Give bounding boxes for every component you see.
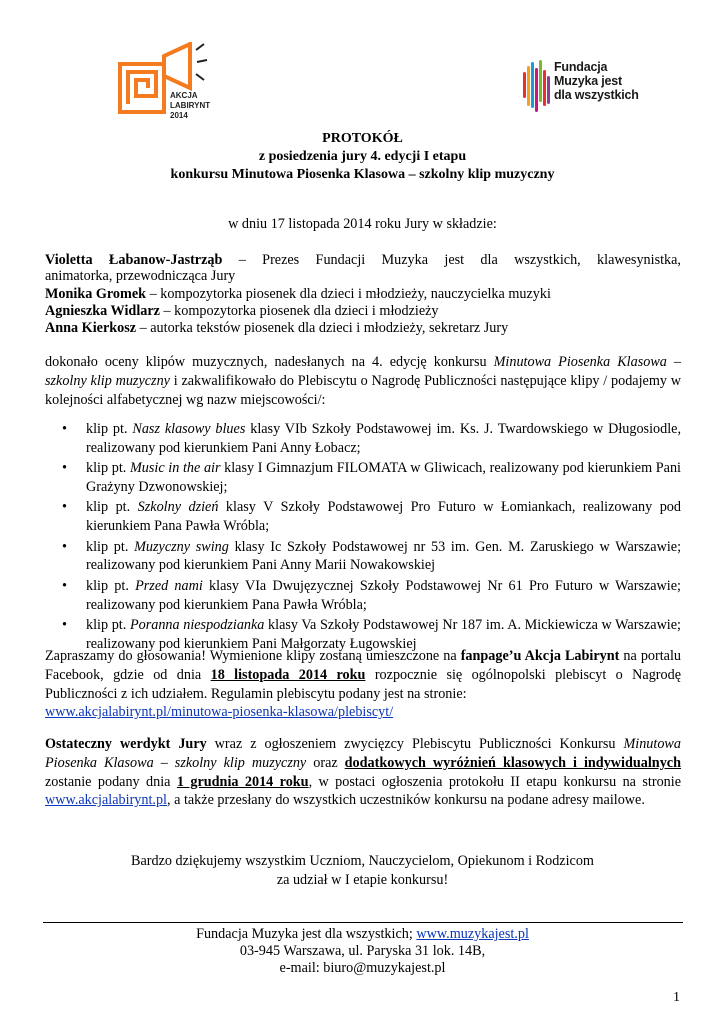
akcja-labirynt-logo bbox=[112, 42, 217, 122]
footer-line-3: e-mail: biuro@muzykajest.pl bbox=[279, 960, 446, 976]
thanks-line-2: za udział w I etapie konkursu! bbox=[276, 872, 449, 888]
footer-line-1: Fundacja Muzyka jest dla wszystkich; www.muzykajest.pl bbox=[196, 926, 529, 942]
list-item: • klip pt. Szkolny dzień klasy V Szkoły Podstawowej Pro Futuro w Łomiankach, realizowany pod kierunkiem Pana Pawła Wróbla; bbox=[62, 499, 681, 535]
voting-paragraph: Zapraszamy do głosowania! Wymienione klipy zostaną umieszczone na fanpage’u Akcja Labirynt na portalu Facebook, gdzie od dnia 18 listopada 2014 roku rozpocznie się ogólnopolski plebiscyt o Nagrodę Publiczności z ich udziałem. Regulamin plebiscytu podany jest na stronie: www.akcjalabirynt.pl/minutowa-piosenka-klasowa/plebiscyt/ bbox=[45, 648, 682, 721]
fundacja-logo bbox=[522, 58, 672, 116]
logo-line-1: Fundacja bbox=[554, 60, 608, 74]
plebiscyt-link[interactable]: www.akcjalabirynt.pl/minutowa-piosenka-klasowa/plebiscyt/ bbox=[45, 704, 394, 721]
svg-text:2014: 2014 bbox=[170, 111, 188, 120]
title-line-2: z posiedzenia jury 4. edycji I etapu bbox=[258, 149, 467, 164]
verdict-paragraph: Ostateczny werdykt Jury wraz z ogłoszeniem zwycięzcy Plebiscytu Publiczności Konkursu Minutowa Piosenka Klasowa – szkolny klip muzyczny oraz dodatkowych wyróżnień klasowych i indywidualnych zostanie podany dnia 1 grudnia 2014 roku, w postaci ogłoszenia protokołu II etapu konkursu na stronie www.akcjalabirynt.pl, a także przesłany do wszystkich uczestników konkursu na podane adresy mailowe. bbox=[45, 736, 681, 809]
title-line-3: konkursu Minutowa Piosenka Klasowa – szkolny klip muzyczny bbox=[170, 167, 555, 182]
list-item: • klip pt. Music in the air klasy I Gimnazjum FILOMATA w Gliwicach, realizowany pod kierunkiem Pani Grażyny Dzwonowskiej; bbox=[62, 460, 681, 495]
thanks-line-1: Bardzo dziękujemy wszystkim Uczniom, Nauczycielom, Opiekunom i Rodzicom bbox=[131, 853, 594, 869]
list-item: • klip pt. Nasz klasowy blues klasy VIb Szkoły Podstawowej im. Ks. J. Twardowskiego w Długosiodle, realizowany pod kierunkiem Pani Anny Łobacz; bbox=[62, 421, 681, 456]
intro-line: w dniu 17 listopada 2014 roku Jury w składzie: bbox=[228, 216, 497, 232]
footer-line-2: 03-945 Warszawa, ul. Paryska 31 lok. 14B, bbox=[239, 943, 486, 959]
title-line-1: PROTOKÓŁ bbox=[322, 131, 403, 146]
footer-divider bbox=[43, 922, 683, 923]
clip-list bbox=[62, 420, 681, 655]
jury-member-1-cont: animatorka, przewodnicząca Jury bbox=[45, 268, 236, 284]
list-item: • klip pt. Przed nami klasy VIa Dwujęzycznej Szkoły Podstawowej Nr 61 Pro Futuro w Warszawie; realizowany pod kierunkiem Pana Pawła Wróbla; bbox=[62, 577, 681, 613]
jury-member-1: Violetta Łabanow-Jastrząb – Prezes Fundacji Muzyka jest dla wszystkich, klawesynistka, bbox=[45, 252, 681, 268]
muzykajest-link[interactable]: www.muzykajest.pl bbox=[416, 926, 529, 942]
svg-text:LABIRYNT: LABIRYNT bbox=[170, 101, 211, 110]
svg-text:AKCJA: AKCJA bbox=[170, 91, 198, 100]
logo-line-3: dla wszystkich bbox=[554, 88, 639, 102]
list-item: • klip pt. Poranna niespodzianka klasy Va Szkoły Podstawowej Nr 187 im. A. Mickiewicza w Warszawie; realizowany pod kierunkiem Pani Małgorzaty Ługowskiej bbox=[62, 616, 681, 652]
jury-member-2: Monika Gromek – kompozytorka piosenek dla dzieci i młodzieży, nauczycielka muzyki bbox=[45, 286, 551, 302]
page-number: 1 bbox=[673, 990, 680, 1005]
assessment-paragraph: dokonało oceny klipów muzycznych, nadesłanych na 4. edycję konkursu Minutowa Piosenka Klasowa – szkolny klip muzyczny i zakwalifikowało do Plebiscytu o Nagrodę Publiczności następujące klipy / podajemy w kolejności alfabetycznej wg nazw miejscowości/: bbox=[45, 354, 681, 408]
akcjalabirynt-link[interactable]: www.akcjalabirynt.pl bbox=[45, 792, 167, 809]
jury-member-4: Anna Kierkosz – autorka tekstów piosenek dla dzieci i młodzieży, sekretarz Jury bbox=[45, 320, 509, 336]
logo-line-2: Muzyka jest bbox=[554, 74, 622, 88]
jury-member-3: Agnieszka Widlarz – kompozytorka piosenek dla dzieci i młodzieży bbox=[45, 303, 439, 319]
list-item: • klip pt. Muzyczny swing klasy Ic Szkoły Podstawowej nr 53 im. Gen. M. Zaruskiego w Warszawie; realizowany pod kierunkiem Pani Anny Marii Nowakowskiej bbox=[62, 538, 682, 574]
